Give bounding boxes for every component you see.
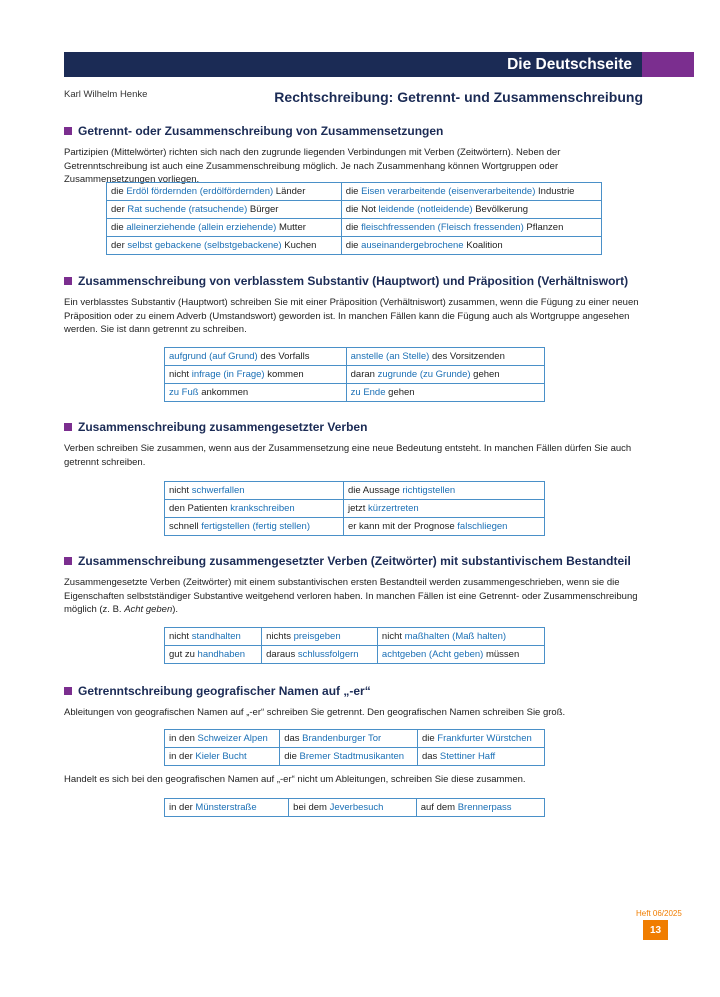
cell-text: nichts bbox=[266, 631, 294, 642]
table-cell bbox=[341, 237, 601, 255]
highlighted-term: selbst gebackene (selbstgebackene) bbox=[127, 240, 282, 251]
highlighted-term: Münsterstraße bbox=[195, 802, 257, 813]
highlighted-term: Erdöl fördernden (erdölfördernden) bbox=[126, 186, 274, 197]
examples-table-3 bbox=[164, 481, 545, 536]
cell-text: die bbox=[345, 222, 362, 233]
highlighted-term: zu Fuß bbox=[169, 387, 199, 398]
cell-text: nicht bbox=[169, 369, 192, 380]
cell-text: nicht bbox=[169, 485, 192, 496]
cell-text: die bbox=[421, 733, 438, 744]
table-row bbox=[165, 384, 545, 402]
table-cell bbox=[343, 482, 544, 500]
table-row bbox=[165, 748, 545, 766]
highlighted-term: Frankfurter Würstchen bbox=[437, 733, 532, 744]
table-cell bbox=[280, 730, 418, 748]
cell-text: schnell bbox=[169, 521, 202, 532]
section-text-4 bbox=[64, 576, 644, 617]
cell-text: Bevölkerung bbox=[472, 204, 529, 215]
cell-text: in den bbox=[169, 733, 198, 744]
section-heading-4 bbox=[64, 554, 631, 568]
highlighted-term: auseinandergebrochene bbox=[361, 240, 464, 251]
table-cell bbox=[280, 748, 418, 766]
cell-text: müssen bbox=[483, 649, 520, 660]
table-row bbox=[107, 237, 602, 255]
highlighted-term: alleinerziehende (allein erziehende) bbox=[126, 222, 277, 233]
author: Karl Wilhelm Henke bbox=[64, 89, 148, 100]
cell-text: er kann mit der Prognose bbox=[347, 521, 458, 532]
cell-text: das bbox=[421, 751, 440, 762]
highlighted-term: krankschreiben bbox=[230, 503, 295, 514]
table-cell bbox=[346, 384, 544, 402]
table-row bbox=[165, 628, 545, 646]
highlighted-term: aufgrund (auf Grund) bbox=[169, 351, 258, 362]
highlighted-term: schlussfolgern bbox=[297, 649, 359, 660]
cell-text: kommen bbox=[264, 369, 304, 380]
table-cell bbox=[165, 628, 262, 646]
section-text-3: Verben schreiben Sie zusammen, wenn aus der Zusammensetzung eine neue Bedeutung entsteht. In manchen Fällen dürfen Sie auch getrennt schreiben. bbox=[64, 443, 632, 468]
table-row bbox=[165, 482, 545, 500]
highlighted-term: Stettiner Haff bbox=[439, 751, 496, 762]
square-bullet-icon bbox=[64, 557, 72, 565]
table-row bbox=[165, 500, 545, 518]
issue-label: Heft 06/2025 bbox=[636, 909, 682, 918]
banner-navy bbox=[64, 52, 642, 77]
page-title: Rechtschreibung: Getrennt- und Zusammenschreibung bbox=[274, 89, 643, 105]
highlighted-term: achtgeben (Acht geben) bbox=[381, 649, 484, 660]
cell-text: in der bbox=[169, 802, 196, 813]
table-cell bbox=[165, 518, 344, 536]
cell-text: die bbox=[345, 240, 362, 251]
cell-text: Industrie bbox=[535, 186, 575, 197]
table-cell bbox=[165, 384, 347, 402]
table-cell bbox=[165, 482, 344, 500]
examples-table-2 bbox=[164, 347, 545, 402]
examples-table-6 bbox=[164, 798, 545, 817]
examples-table-1 bbox=[106, 182, 602, 255]
banner-accent bbox=[642, 52, 694, 77]
section-heading-text: Zusammenschreibung von verblasstem Substantiv (Hauptwort) und Präposition (Verhältniswort) bbox=[78, 274, 629, 288]
examples-table-5 bbox=[164, 729, 545, 766]
cell-text: nicht bbox=[381, 631, 405, 642]
square-bullet-icon bbox=[64, 687, 72, 695]
section-heading-3 bbox=[64, 420, 367, 434]
cell-text: in der bbox=[169, 751, 196, 762]
section-text-part: Zusammengesetzte Verben (Zeitwörter) mit einem substantivischen ersten Bestandteil werden zusammengeschrieben, wenn sie die Eigenschaften selbstständiger Substantive weitgehend verloren haben. In manchen Fällen ist eine Getrennt- oder Zusammenschreibung möglich (z. B. bbox=[64, 577, 638, 615]
highlighted-term: preisgeben bbox=[293, 631, 341, 642]
highlighted-term: Brandenburger Tor bbox=[302, 733, 382, 744]
section-text-5b: Handelt es sich bei den geografischen Namen auf „-er“ nicht um Ableitungen, schreiben Sie diese zusammen. bbox=[64, 774, 526, 785]
table-cell bbox=[165, 799, 289, 817]
table-row bbox=[165, 366, 545, 384]
cell-text: die bbox=[284, 751, 300, 762]
banner-title: Die Deutschseite bbox=[507, 55, 632, 73]
section-text-italic: Acht geben bbox=[124, 604, 173, 615]
cell-text: die bbox=[111, 222, 127, 233]
section-text-5: Ableitungen von geografischen Namen auf „-er“ schreiben Sie getrennt. Den geografischen Namen schreiben Sie groß. bbox=[64, 707, 566, 718]
highlighted-term: zugrunde (zu Grunde) bbox=[377, 369, 471, 380]
highlighted-term: leidende (notleidende) bbox=[378, 204, 473, 215]
section-heading-text: Zusammenschreibung zusammengesetzter Verben bbox=[78, 420, 368, 434]
cell-text: Länder bbox=[273, 186, 306, 197]
table-row bbox=[107, 201, 602, 219]
table-row bbox=[107, 219, 602, 237]
table-cell bbox=[416, 799, 544, 817]
table-cell bbox=[165, 500, 344, 518]
cell-text: des Vorfalls bbox=[257, 351, 310, 362]
cell-text: gut zu bbox=[169, 649, 198, 660]
highlighted-term: Schweizer Alpen bbox=[197, 733, 268, 744]
highlighted-term: kürzertreten bbox=[368, 503, 419, 514]
table-cell bbox=[346, 348, 544, 366]
highlighted-term: schwerfallen bbox=[191, 485, 245, 496]
cell-text: daran bbox=[350, 369, 378, 380]
highlighted-term: anstelle (an Stelle) bbox=[350, 351, 430, 362]
header-banner bbox=[64, 52, 694, 77]
table-cell bbox=[289, 799, 417, 817]
table-cell bbox=[165, 646, 262, 664]
cell-text: der bbox=[111, 204, 128, 215]
table-cell bbox=[165, 348, 347, 366]
cell-text: den Patienten bbox=[169, 503, 231, 514]
section-text-1: Partizipien (Mittelwörter) richten sich nach den zugrunde liegenden Verbindungen mit Verben (Zeitwörtern). Neben der Getrenntschreibung ist auch eine Zusammenschreibung möglich. Je nach Zusammenhang können Wortgruppen oder Zusammensetzungen vorliegen. bbox=[64, 147, 561, 185]
highlighted-term: richtigstellen bbox=[402, 485, 456, 496]
cell-text: Bürger bbox=[247, 204, 279, 215]
cell-text: auf dem bbox=[420, 802, 458, 813]
section-text-part: ). bbox=[172, 604, 179, 615]
table-cell bbox=[341, 183, 601, 201]
examples-table-4 bbox=[164, 627, 545, 664]
highlighted-term: Eisen verarbeitende (eisenverarbeitende) bbox=[361, 186, 536, 197]
cell-text: gehen bbox=[385, 387, 415, 398]
section-text-2: Ein verblasstes Substantiv (Hauptwort) schreiben Sie mit einer Präposition (Verhältniswort) zusammen, wenn die Fügung zu einer neuen Präposition oder zu einem Adverb (Umstandswort) geworden ist. In manchen Fällen kann die Fügung auch als Wortgruppe angesehen werden. Sie ist dann getrennt zu schreiben. bbox=[64, 297, 639, 335]
highlighted-term: Brennerpass bbox=[457, 802, 512, 813]
table-cell bbox=[417, 730, 544, 748]
section-heading-1 bbox=[64, 124, 443, 138]
highlighted-term: standhalten bbox=[191, 631, 241, 642]
cell-text: die bbox=[111, 186, 127, 197]
table-cell bbox=[341, 219, 601, 237]
section-heading-2 bbox=[64, 274, 628, 288]
cell-text: Kuchen bbox=[281, 240, 317, 251]
cell-text: daraus bbox=[266, 649, 298, 660]
cell-text: die Aussage bbox=[347, 485, 403, 496]
table-cell bbox=[165, 730, 280, 748]
page-number: 13 bbox=[643, 920, 668, 940]
table-row bbox=[165, 348, 545, 366]
table-cell bbox=[107, 183, 342, 201]
highlighted-term: infrage (in Frage) bbox=[191, 369, 265, 380]
square-bullet-icon bbox=[64, 423, 72, 431]
highlighted-term: handhaben bbox=[197, 649, 246, 660]
cell-text: nicht bbox=[169, 631, 192, 642]
table-cell bbox=[107, 219, 342, 237]
section-heading-5 bbox=[64, 684, 371, 698]
highlighted-term: Jeverbesuch bbox=[329, 802, 384, 813]
cell-text: die bbox=[345, 186, 362, 197]
section-heading-text: Zusammenschreibung zusammengesetzter Verben (Zeitwörter) mit substantivischem Bestandteil bbox=[78, 554, 631, 568]
highlighted-term: Kieler Bucht bbox=[195, 751, 247, 762]
table-row bbox=[107, 183, 602, 201]
table-cell bbox=[341, 201, 601, 219]
cell-text: bei dem bbox=[293, 802, 330, 813]
table-cell bbox=[377, 628, 544, 646]
table-row bbox=[165, 518, 545, 536]
section-heading-text: Getrennt- oder Zusammenschreibung von Zusammensetzungen bbox=[78, 124, 444, 138]
highlighted-term: zu Ende bbox=[350, 387, 386, 398]
square-bullet-icon bbox=[64, 277, 72, 285]
table-cell bbox=[377, 646, 544, 664]
cell-text: der bbox=[111, 240, 128, 251]
table-cell bbox=[107, 201, 342, 219]
highlighted-term: falschliegen bbox=[457, 521, 508, 532]
cell-text: des Vorsitzenden bbox=[429, 351, 505, 362]
square-bullet-icon bbox=[64, 127, 72, 135]
cell-text: das bbox=[284, 733, 303, 744]
cell-text: Mutter bbox=[276, 222, 306, 233]
table-row bbox=[165, 646, 545, 664]
table-row bbox=[165, 799, 545, 817]
cell-text: ankommen bbox=[198, 387, 249, 398]
cell-text: Koalition bbox=[463, 240, 503, 251]
table-cell bbox=[107, 237, 342, 255]
cell-text: die Not bbox=[345, 204, 379, 215]
table-cell bbox=[343, 518, 544, 536]
highlighted-term: Bremer Stadtmusikanten bbox=[299, 751, 405, 762]
highlighted-term: maßhalten (Maß halten) bbox=[404, 631, 507, 642]
table-cell bbox=[346, 366, 544, 384]
table-cell bbox=[165, 366, 347, 384]
table-cell bbox=[417, 748, 544, 766]
highlighted-term: fertigstellen (fertig stellen) bbox=[201, 521, 310, 532]
table-cell bbox=[262, 628, 378, 646]
cell-text: gehen bbox=[470, 369, 500, 380]
cell-text: Pflanzen bbox=[523, 222, 564, 233]
table-cell bbox=[262, 646, 378, 664]
section-heading-text: Getrenntschreibung geografischer Namen auf „-er“ bbox=[78, 684, 371, 698]
highlighted-term: fleischfressenden (Fleisch fressenden) bbox=[361, 222, 524, 233]
table-cell bbox=[165, 748, 280, 766]
cell-text: jetzt bbox=[347, 503, 369, 514]
table-row bbox=[165, 730, 545, 748]
table-cell bbox=[343, 500, 544, 518]
highlighted-term: Rat suchende (ratsuchende) bbox=[127, 204, 248, 215]
